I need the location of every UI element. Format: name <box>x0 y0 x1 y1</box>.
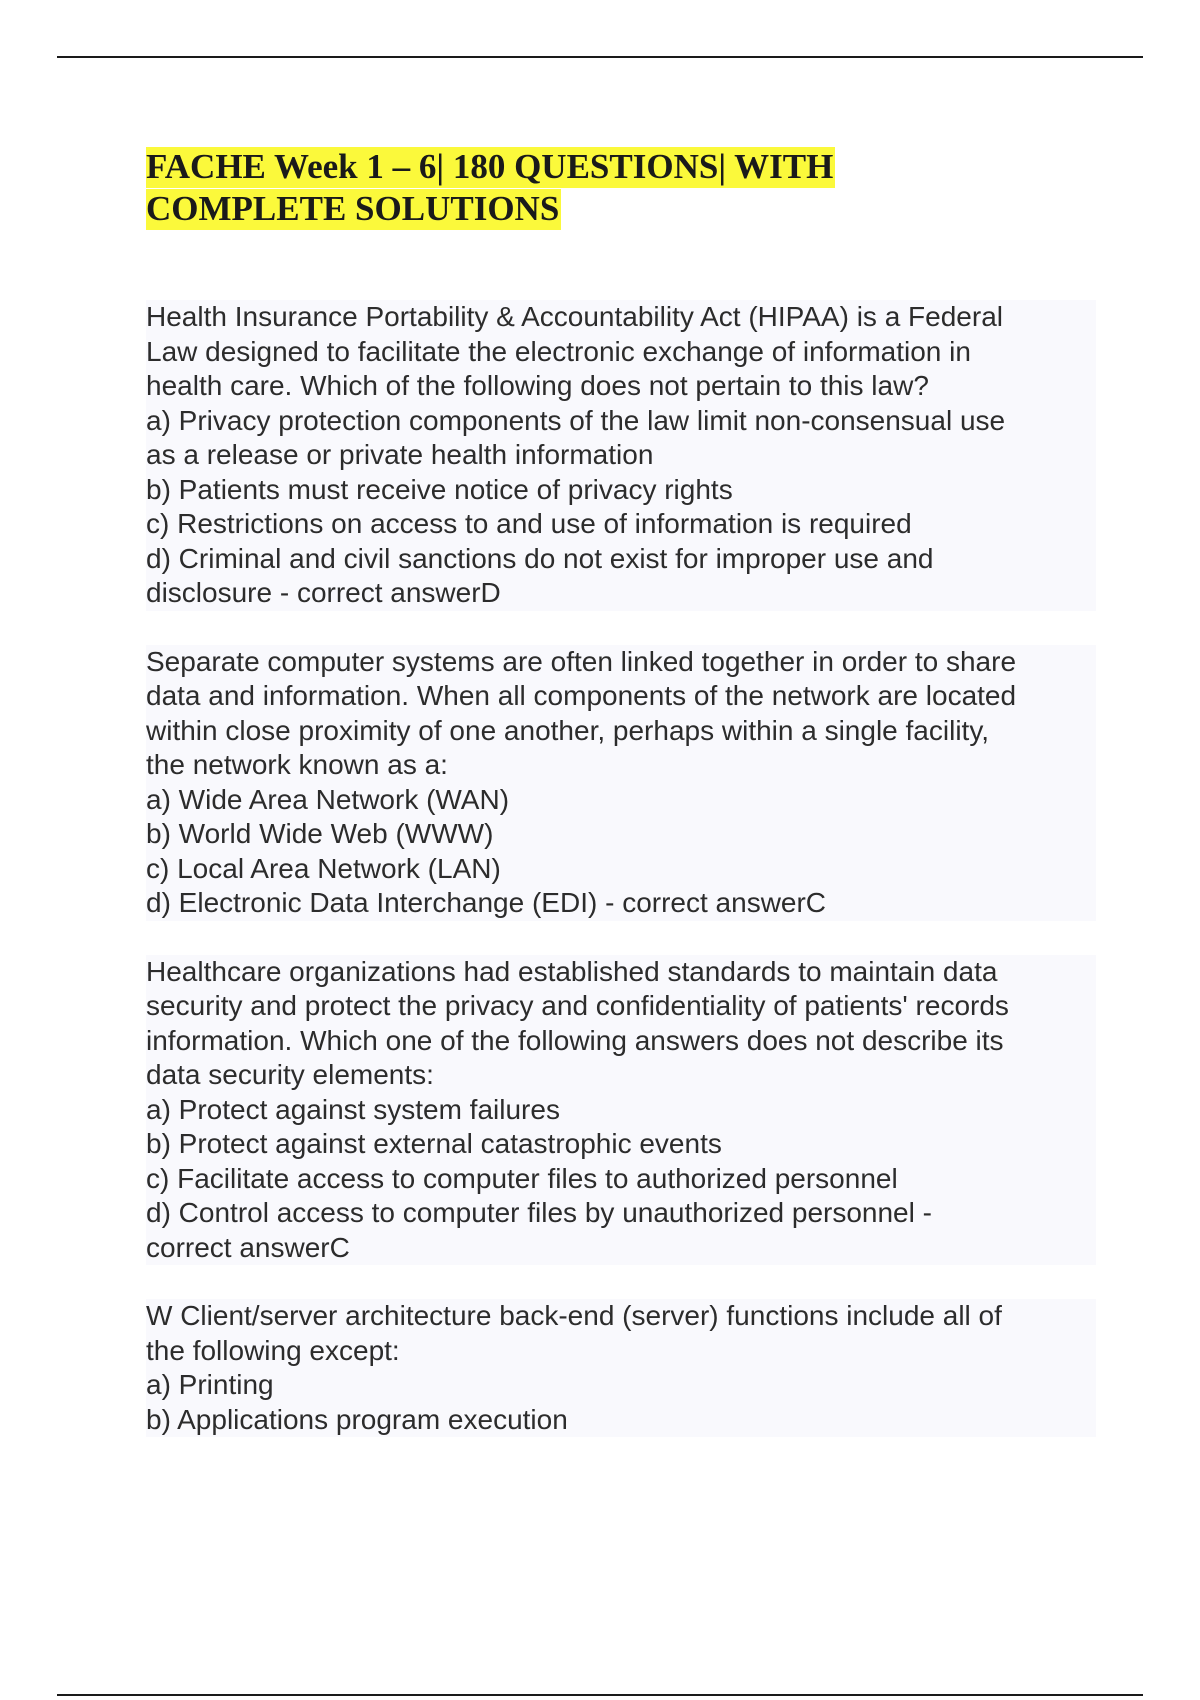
question-line: Separate computer systems are often linked together in order to share <box>146 645 1017 677</box>
question-line: within close proximity of one another, perhaps within a single facility, <box>146 714 990 746</box>
question-block-3 <box>146 955 1096 1266</box>
answer-option-line: a) Printing <box>146 1369 274 1400</box>
question-line: Health Insurance Portability & Accountability Act (HIPAA) is a Federal <box>146 301 1003 332</box>
question-block-2 <box>146 645 1096 921</box>
question-line: W Client/server architecture back-end (server) functions include all of <box>146 1300 1002 1331</box>
top-rule <box>57 56 1143 58</box>
title-line-2: COMPLETE SOLUTIONS <box>146 189 560 228</box>
correct-answer-line: d) Electronic Data Interchange (EDI) - correct answerC <box>146 887 827 918</box>
answer-option-line: a) Privacy protection components of the law limit non-consensual use <box>146 404 1006 436</box>
question-block-4 <box>146 1299 1096 1437</box>
answer-option-line: c) Restrictions on access to and use of information is required <box>146 508 912 539</box>
bottom-rule <box>57 1694 1143 1696</box>
question-line: health care. Which of the following does not pertain to this law? <box>146 370 929 401</box>
answer-option-line: d) Criminal and civil sanctions do not exist for improper use and <box>146 542 934 574</box>
answer-option-line: as a release or private health information <box>146 439 654 470</box>
question-line: Law designed to facilitate the electronic exchange of information in <box>146 335 971 367</box>
answer-option-line: a) Protect against system failures <box>146 1093 560 1125</box>
question-list <box>146 300 1096 1471</box>
document-title <box>146 146 1066 230</box>
answer-option-line: b) Protect against external catastrophic events <box>146 1128 722 1159</box>
question-line: information. Which one of the following answers does not describe its <box>146 1024 1004 1056</box>
question-line: data security elements: <box>146 1059 434 1090</box>
correct-answer-line: disclosure - correct answerD <box>146 577 501 608</box>
question-line: the following except: <box>146 1334 400 1366</box>
answer-option-line: a) Wide Area Network (WAN) <box>146 783 510 815</box>
answer-option-line: d) Control access to computer files by unauthorized personnel - <box>146 1197 932 1228</box>
question-line: the network known as a: <box>146 749 448 780</box>
answer-option-line: b) Patients must receive notice of privacy rights <box>146 473 733 505</box>
answer-option-line: b) Applications program execution <box>146 1403 568 1435</box>
answer-option-line: c) Local Area Network (LAN) <box>146 852 501 884</box>
question-line: data and information. When all components of the network are located <box>146 680 1017 711</box>
title-line-1: FACHE Week 1 – 6| 180 QUESTIONS| WITH <box>146 147 834 186</box>
question-line: security and protect the privacy and confidentiality of patients' records <box>146 990 1009 1021</box>
question-block-1 <box>146 300 1096 611</box>
correct-answer-line: correct answerC <box>146 1231 350 1263</box>
answer-option-line: b) World Wide Web (WWW) <box>146 818 494 849</box>
answer-option-line: c) Facilitate access to computer files to authorized personnel <box>146 1162 898 1194</box>
question-line: Healthcare organizations had established standards to maintain data <box>146 955 998 987</box>
